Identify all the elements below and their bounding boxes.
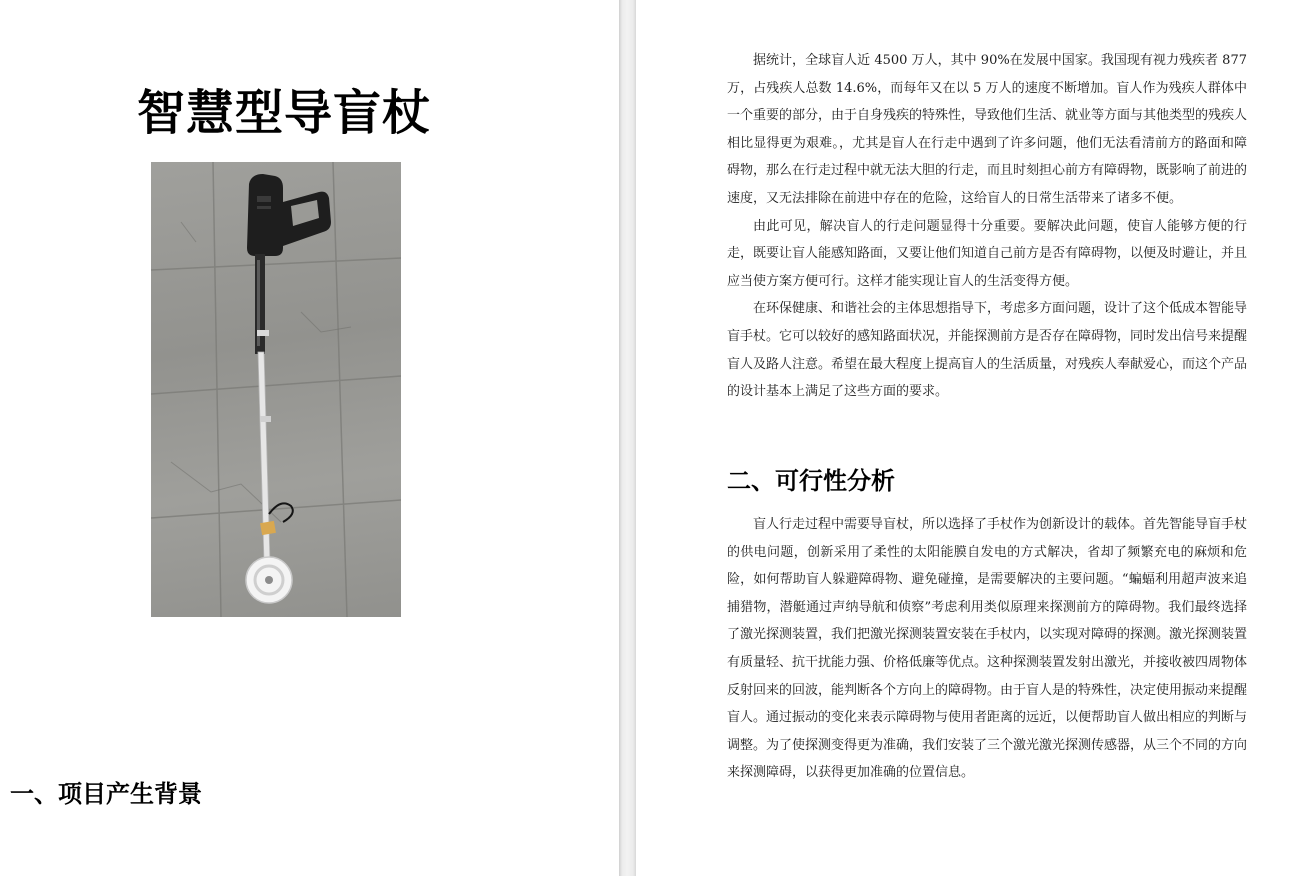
feasibility-text	[727, 511, 1247, 787]
intro-text	[727, 47, 1247, 406]
paragraph: 由此可见，解决盲人的行走问题显得十分重要。要解决此问题，使盲人能够方便的行走，既要让盲人能感知路面，又要让他们知道自己前方是否有障碍物，以便及时避让，并且应当使方案方便可行。这样才能实现让盲人的生活变得方便。	[727, 218, 1248, 289]
section-heading-background: 一、项目产生背景	[10, 780, 202, 808]
paragraph: 据统计，全球盲人近 4500 万人，其中 90%在发展中国家。我国现有视力残疾者 877 万，占残疾人总数 14.6%，而每年又在以 5 万人的速度不断增加。盲人作为残疾人群体中一个重要的部分，由于自身残疾的特殊性，导致他们生活、就业等方面与其他类型的残疾人相比显得更为艰难。，尤其是盲人在行走中遇到了许多问题，他们无法看清前方的路面和障碍物，那么在行走过程中就无法大胆的行走，而且时刻担心前方有障碍物，既影响了前进的速度，又无法排除在前进中存在的危险，这给盲人的日常生活带来了诸多不便。	[727, 53, 1248, 206]
right-page	[636, 0, 1298, 876]
cane-illustration	[151, 162, 401, 617]
paragraph: 在环保健康、和谐社会的主体思想指导下，考虑多方面问题，设计了这个低成本智能导盲手杖。它可以较好的感知路面状况，并能探测前方是否存在障碍物，同时发出信号来提醒盲人及路人注意。希望在最大程度上提高盲人的生活质量，对残疾人奉献爱心，而这个产品的设计基本上满足了这些方面的要求。	[727, 301, 1248, 400]
cane-photo	[151, 162, 401, 617]
paragraph: 盲人行走过程中需要导盲杖，所以选择了手杖作为创新设计的载体。首先智能导盲手杖的供电问题，创新采用了柔性的太阳能膜自发电的方式解决，省却了频繁充电的麻烦和危险，如何帮助盲人躲避障碍物、避免碰撞，是需要解决的主要问题。“蝙蝠利用超声波来追捕猎物，潜艇通过声纳导航和侦察”考虑利用类似原理来探测前方的障碍物。我们最终选择了激光探测装置，我们把激光探测装置安装在手杖内，以实现对障碍的探测。激光探测装置有质量轻、抗干扰能力强、价格低廉等优点。这种探测装置发射出激光，并接收被四周物体反射回来的回波，能判断各个方向上的障碍物。由于盲人是的特殊性，决定使用振动来提醒盲人。通过振动的变化来表示障碍物与使用者距离的远近，以便帮助盲人做出相应的判断与调整。为了使探测变得更为准确，我们安装了三个激光激光探测传感器，从三个不同的方向来探测障碍，以获得更加准确的位置信息。	[727, 517, 1248, 781]
section-heading-feasibility: 二、可行性分析	[727, 467, 895, 495]
left-page	[0, 0, 619, 876]
document-title: 智慧型导盲杖	[136, 85, 431, 141]
page-gutter	[619, 0, 636, 876]
